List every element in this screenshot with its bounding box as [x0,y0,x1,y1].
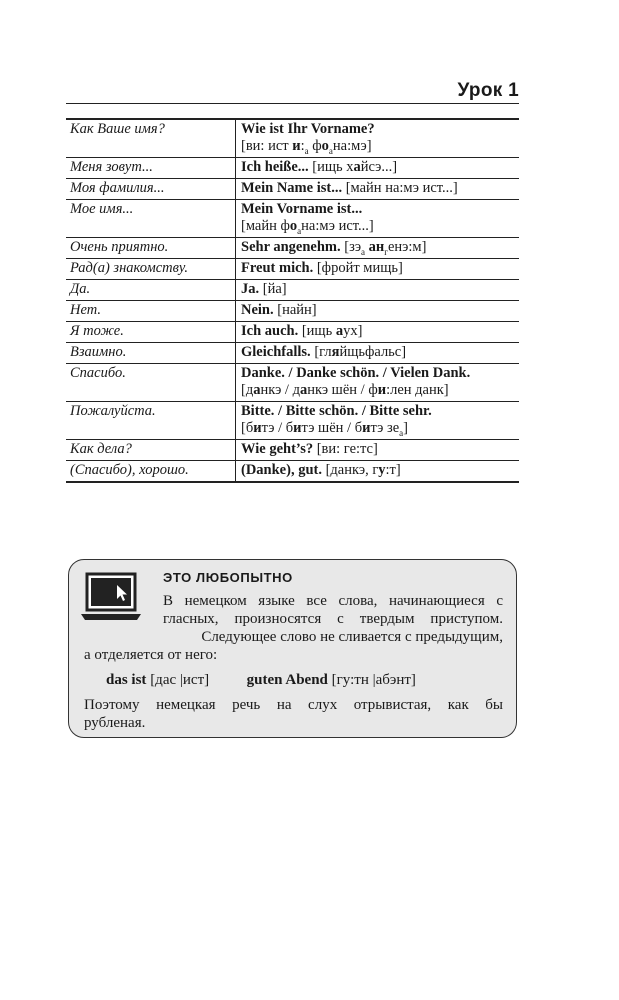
vocab-row [66,200,519,238]
vocab-german [236,119,520,158]
note-title: ЭТО ЛЮБОПЫТНО [163,570,293,585]
vocab-bold-text: и [377,382,387,398]
vocab-german-line [241,462,519,479]
vocab-russian: Нет. [66,301,236,322]
header-divider [66,103,519,104]
note-para1-line: гласных, произносятся с твердым приступом. [163,611,503,627]
vocab-russian: Моя фамилия... [66,179,236,200]
vocab-russian: (Спасибо), хорошо. [66,461,236,483]
note-para2 [84,696,503,732]
vocab-german-line [241,344,519,361]
example-transcription: [гу:тн |абэнт] [331,672,416,688]
vocab-text: ф [308,138,322,154]
note-para1-line3-wrap [163,628,503,646]
example-transcription: [дас |ист] [150,672,210,688]
vocab-row [66,238,519,259]
vocab-bold-text: Sehr angenehm. [241,239,341,255]
vocab-bold-text: (Danke), gut. [241,462,322,478]
note-para1-tail: а отделяется от него: [84,647,218,663]
note-para2-line: рубленая. [84,715,146,731]
vocab-german [236,280,520,301]
vocab-row [66,402,519,440]
vocab-bold-text: Mein Name ist... [241,180,343,196]
vocab-russian: Я тоже. [66,322,236,343]
vocab-text: ] [403,420,409,436]
vocab-german [236,402,520,440]
vocab-bold-text: Mein Vorname ist... [241,201,363,217]
vocabulary-table [66,118,519,483]
example-de: das ist [106,672,147,688]
vocab-german-line [241,201,519,218]
vocab-german-line [241,365,519,382]
vocab-bold-text: ан [368,239,385,255]
vocab-text: [ищь [298,323,336,339]
vocab-text: йщьфальс] [339,344,407,360]
vocab-text: :т] [385,462,401,478]
vocab-russian: Меня зовут... [66,158,236,179]
vocab-text: [фройт мищь] [313,260,403,276]
vocab-text: [ви: ге:тс] [313,441,378,457]
vocab-bold-text: я [331,344,340,360]
vocab-subscript: а [361,247,366,257]
vocab-bold-text: Nein. [241,302,274,318]
vocab-text: [ищь х [308,159,354,175]
vocab-subscript: а [399,428,404,438]
vocab-german [236,322,520,343]
vocab-russian: Мое имя... [66,200,236,238]
vocab-german [236,179,520,200]
vocab-russian: Пожалуйста. [66,402,236,440]
vocab-russian: Да. [66,280,236,301]
vocab-row [66,280,519,301]
note-box [68,559,517,738]
note-para1-line: В немецком языке все слова, начинающиеся с [163,593,503,609]
vocab-text: тэ зе [370,420,400,436]
vocab-bold-text: Wie ist Ihr Vorname? [241,121,375,137]
vocab-german [236,259,520,280]
vocab-text: [гл [310,344,332,360]
vocab-bold-text: а [299,382,308,398]
vocab-german [236,301,520,322]
vocab-german-line [241,323,519,340]
vocab-german [236,461,520,483]
vocab-german-line [241,260,519,277]
vocab-text: [йа] [259,281,287,297]
vocab-text: [майн на:мэ ист...] [342,180,458,196]
note-para2-line: Поэтому немецкая речь на слух отрывистая, как бы [84,697,503,713]
vocab-text: : [300,138,305,154]
vocab-text: йсэ...] [360,159,398,175]
vocab-text: на:мэ] [332,138,372,154]
vocab-text: [майн ф [241,218,290,234]
vocab-german-line [241,218,519,235]
vocab-bold-text: Bitte. / Bitte schön. / Bitte sehr. [241,403,432,419]
vocab-text: тэ шён / б [301,420,363,436]
vocab-row [66,322,519,343]
vocab-row [66,461,519,483]
vocab-bold-text: о [289,218,298,234]
vocab-russian: Очень приятно. [66,238,236,259]
vocab-bold-text: Freut mich. [241,260,314,276]
note-examples [106,671,503,689]
vocab-german-line [241,159,519,176]
vocab-german-line [241,180,519,197]
vocab-text: на:мэ ист...] [301,218,374,234]
vocab-german [236,200,520,238]
note-para1 [163,592,503,628]
vocab-text: нкэ шён / ф [307,382,378,398]
vocab-row [66,179,519,200]
vocab-row [66,119,519,158]
vocab-row [66,158,519,179]
vocab-german [236,364,520,402]
vocab-row [66,364,519,402]
vocab-text: [найн] [273,302,317,318]
vocab-bold-text: Wie geht’s? [241,441,314,457]
vocab-text: [ви: ист [241,138,293,154]
vocab-russian: Как Ваше имя? [66,119,236,158]
vocab-text: нкэ / д [260,382,300,398]
vocab-german [236,440,520,461]
vocab-bold-text: и [362,420,371,436]
vocab-bold-text: а [253,382,261,398]
lesson-title: Урок 1 [457,80,519,101]
vocab-text: :лен данк] [386,382,449,398]
vocab-german [236,238,520,259]
vocab-german-line [241,382,519,399]
vocab-russian: Рад(а) знакомству. [66,259,236,280]
note-para1-line: Следующее слово не сливается с предыдущим, [201,629,503,645]
vocab-german-line [241,281,519,298]
vocab-text: [д [241,382,254,398]
vocab-text: [зэ [340,239,362,255]
vocab-row [66,343,519,364]
vocab-bold-text: и [253,420,262,436]
vocab-bold-text: и [293,420,302,436]
vocab-german-line [241,302,519,319]
vocab-text: ух] [343,323,363,339]
vocab-german-line [241,441,519,458]
vocab-german [236,158,520,179]
vocab-text: [данкэ, г [321,462,379,478]
vocab-subscript: а [297,226,302,236]
vocab-row [66,301,519,322]
vocab-row [66,259,519,280]
vocab-german-line [241,121,519,138]
note-body [84,592,503,732]
vocab-german-line [241,138,519,155]
vocab-russian: Спасибо. [66,364,236,402]
vocab-row [66,440,519,461]
vocab-bold-text: о [321,138,329,154]
vocab-text: [б [241,420,254,436]
vocab-german-line [241,420,519,437]
vocab-bold-text: Ich auch. [241,323,299,339]
vocab-bold-text: Gleichfalls. [241,344,311,360]
example-de: guten Abend [246,672,328,688]
vocab-german-line [241,403,519,420]
vocab-text: тэ / б [261,420,294,436]
vocab-subscript: а [304,146,309,156]
vocab-bold-text: и [292,138,301,154]
vocab-text: енэ:м] [387,239,427,255]
vocab-bold-text: а [335,323,344,339]
vocab-bold-text: у [378,462,386,478]
vocab-german-line [241,239,519,256]
vocab-bold-text: Danke. / Danke schön. / Vielen Dank. [241,365,471,381]
vocab-bold-text: Ich heiße... [241,159,309,175]
vocab-bold-text: Ja. [241,281,260,297]
vocab-russian: Как дела? [66,440,236,461]
vocab-subscript: г [384,247,388,257]
vocab-russian: Взаимно. [66,343,236,364]
vocab-german [236,343,520,364]
vocab-subscript: а [328,146,333,156]
vocab-bold-text: а [353,159,361,175]
